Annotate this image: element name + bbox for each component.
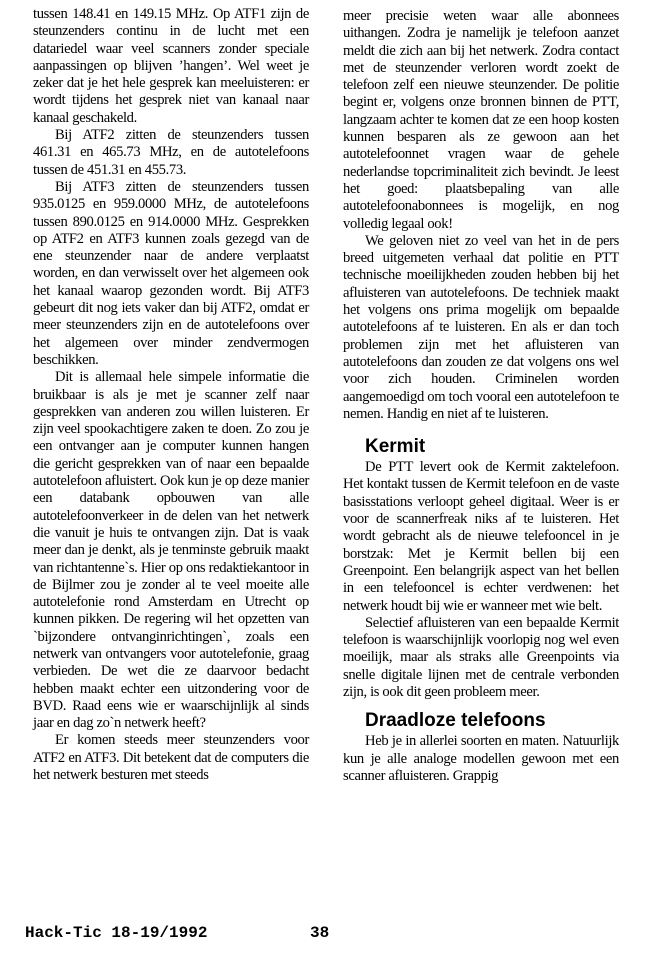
paragraph: We geloven niet zo veel van het in de pers breed uitgemeten verhaal dat politie en PTT technische moeilijkheden zouden hebben bij het afluisteren van autotelefoons. De techniek maakt het volgens ons prima mogelijk om bepaalde autotelefoons af te luisteren. En als er dan toch problemen zijn met het afluisteren van autotelefoons dan zouden ze dat volgens ons wel voor zich houden. Criminelen worden aangemoedigd om toch vooral een autotelefoon te nemen. Handig en niet af te luisteren.	[343, 232, 619, 422]
paragraph: Bij ATF3 zitten de steunzenders tussen 935.0125 en 959.0000 MHz, de autotelefoons tussen 890.0125 en 914.0000 MHz. Gesprekken op ATF2 en ATF3 kunnen zoals gezegd van de ene steunzender naar de andere verplaatst worden, en dan verwisselt over het algemeen ook het kanaal waarop gezonden wordt. Bij ATF3 gebeurt dit nog iets vaker dan bij ATF2, omdat er meer steunzenders zijn en de autotelefoons over het algemeen over minder zendvermogen beschikken.	[33, 178, 309, 368]
left-column	[33, 6, 309, 784]
paragraph: Dit is allemaal hele simpele informatie die bruikbaar is als je met je scanner zelf naar gesprekken van anderen zou willen luisteren. Er zijn veel spookachtigere zaken te doen. Zo zou je een ontvanger aan je computer kunnen hangen die gericht gesprekken van of naar een bepaalde autotelefoon afluistert. Ook kun je op deze manier een databank opbouwen van alle autotelefoonverkeer in de delen van het netwerk die vanuit je huis te ontvangen zijn. Dat is vaak meer dan je denkt, als je tenminste gebruik maakt van richtantenne`s. Hier op ons redaktiekantoor in de Bijlmer zou je zonder al te veel moeite alle autotelefonie rond Amsterdam en Utrecht op kunnen pikken. De regering wil het opzetten van `bijzondere ontvanginrichtingen`, zoals een netwerk van ontvangers voor autotelefonie, graag verbieden. De wet die ze daarvoor bedacht hebben maakt echter een uitzondering voor de BVD. Raad eens wie er waarschijnlijk al sinds jaar en dag zo`n netwerk heeft?	[33, 369, 309, 732]
publication-footer: Hack-Tic 18-19/1992	[25, 924, 208, 942]
right-column	[343, 8, 619, 785]
paragraph: Heb je in allerlei soorten en maten. Natuurlijk kun je alle analoge modellen gewoon met een scanner afluisteren. Grappig	[343, 733, 619, 784]
paragraph: De PTT levert ook de Kermit zaktelefoon. Het kontakt tussen de Kermit telefoon en de vaste basisstations verloopt geheel digitaal. Weer is er voor de scannerfreak niks af te luisteren. Het wordt gebracht als de nieuwe telefooncel in je borstzak: Met je Kermit bellen bij een Greenpoint. Een belangrijk aspect van het bellen in een telefooncel is echter verdwenen: het netwerk houdt bij wie er wanneer met wie belt.	[343, 459, 619, 614]
paragraph: Selectief afluisteren van een bepaalde Kermit telefoon is waarschijnlijk voorlopig nog wel even moeilijk, maar als straks alle Greenpoints via snelle digitale lijnen met de centrale verbonden zijn, is ook dit geen probleem meer.	[343, 614, 619, 700]
section-heading-kermit: Kermit	[365, 436, 426, 458]
page-number: 38	[310, 924, 330, 942]
section-heading-draadloze-telefoons: Draadloze telefoons	[365, 710, 546, 732]
paragraph: tussen 148.41 en 149.15 MHz. Op ATF1 zijn de steunzenders continu in de lucht met een datariedel waar veel scanners zonder speciale aanpassingen op blijven ’hangen’. Wel weet je zeker dat je het hele gesprek kan meeluisteren: er wordt tijdens het gesprek niet van kanaal naar kanaal geschakeld.	[33, 6, 309, 126]
paragraph: Er komen steeds meer steunzenders voor ATF2 en ATF3. Dit betekent dat de computers die het netwerk besturen met steeds	[33, 732, 309, 784]
paragraph: meer precisie weten waar alle abonnees uithangen. Zodra je namelijk je telefoon aanzet meldt die zich aan bij het netwerk. Zodra contact met de steunzender verloren wordt zoekt de telefoon zelf een nieuwe steunzender. De politie begint er, volgens onze bronnen binnen de PTT, langzaam achter te komen dat ze een hoop kosten kunnen besparen als ze gewoon aan het autotelefoonnet vragen waar de gehele nederlandse topcriminaliteit zich bevindt. Je leest het goed: plaatsbepaling van alle autotelefoonabonnees is mogelijk, en nog volledig legaal ook!	[343, 8, 619, 232]
paragraph: Bij ATF2 zitten de steunzenders tussen 461.31 en 465.73 MHz, en de autotelefoons tussen de 451.31 en 455.73.	[33, 127, 309, 178]
